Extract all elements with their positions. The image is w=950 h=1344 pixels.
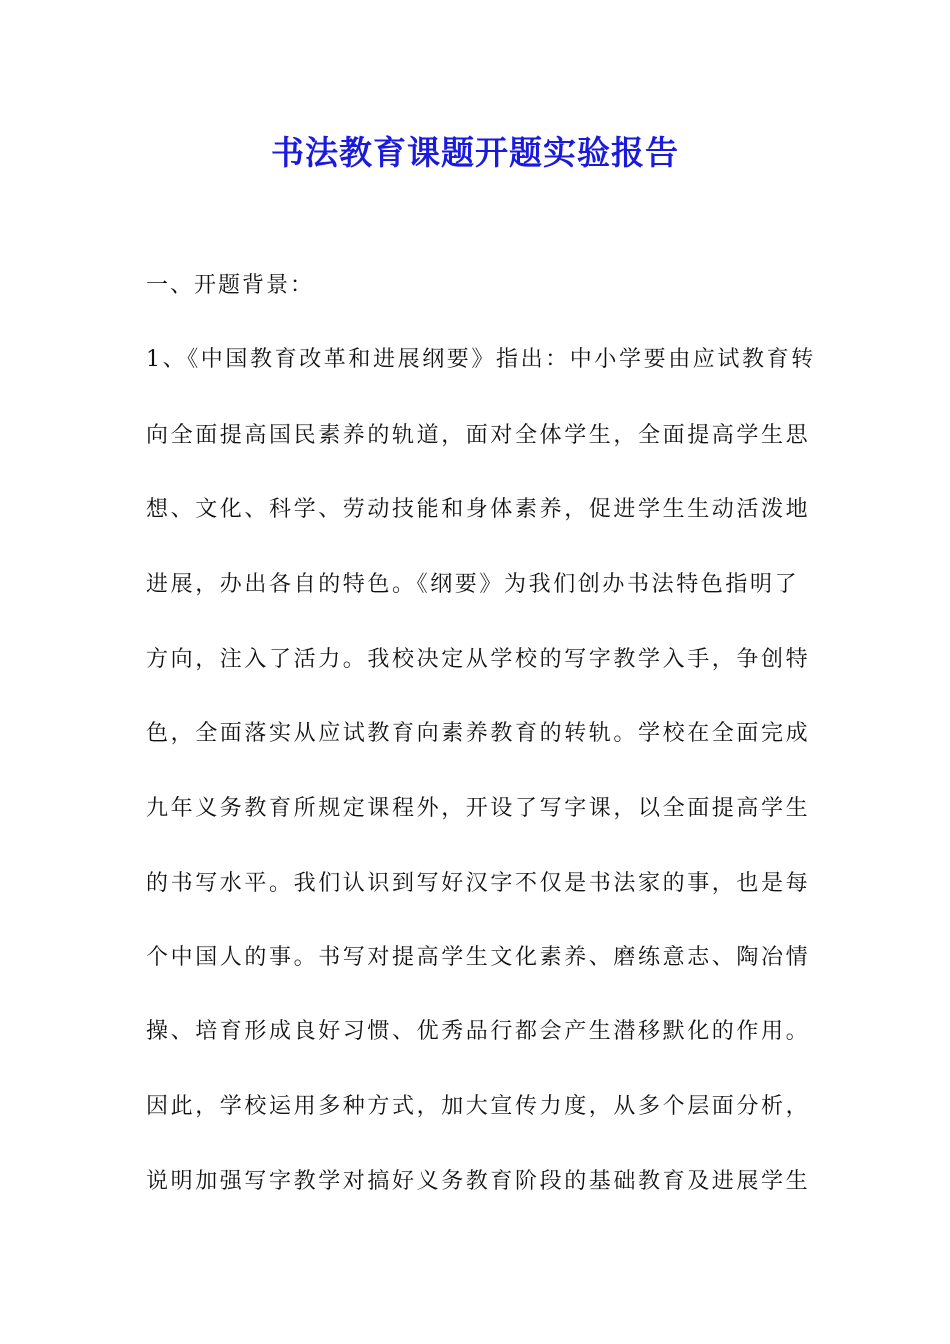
paragraph-line: 进展，办出各自的特色。《纲要》为我们创办书法特色指明了 xyxy=(146,572,800,597)
paragraph-line: 说明加强写字教学对搞好义务教育阶段的基础教育及进展学生 xyxy=(146,1169,811,1194)
paragraph-line: 方向，注入了活力。我校决定从学校的写字教学入手，争创特 xyxy=(146,647,811,672)
paragraph-line: 操、培育形成良好习惯、优秀品行都会产生潜移默化的作用。 xyxy=(146,1019,811,1044)
paragraph-line: 想、文化、科学、劳动技能和身体素养，促进学生生动活泼地 xyxy=(146,497,811,522)
paragraph-line: 因此，学校运用多种方式，加大宣传力度，从多个层面分析， xyxy=(146,1094,811,1119)
paragraph-line: 向全面提高国民素养的轨道，面对全体学生，全面提高学生思 xyxy=(146,423,811,448)
paragraph-line: 九年义务教育所规定课程外，开设了写字课，以全面提高学生 xyxy=(146,796,811,821)
paragraph-line: 1、《中国教育改革和进展纲要》指出：中小学要由应试教育转 xyxy=(146,347,816,372)
paragraph-line: 个中国人的事。书写对提高学生文化素养、磨练意志、陶冶情 xyxy=(146,945,811,970)
document-title: 书法教育课题开题实验报告 xyxy=(271,133,679,172)
paragraph-line: 的书写水平。我们认识到写好汉字不仅是书法家的事，也是每 xyxy=(146,871,811,896)
paragraph-line: 色，全面落实从应试教育向素养教育的转轨。学校在全面完成 xyxy=(146,721,811,746)
section-heading: 一、开题背景： xyxy=(146,273,315,298)
